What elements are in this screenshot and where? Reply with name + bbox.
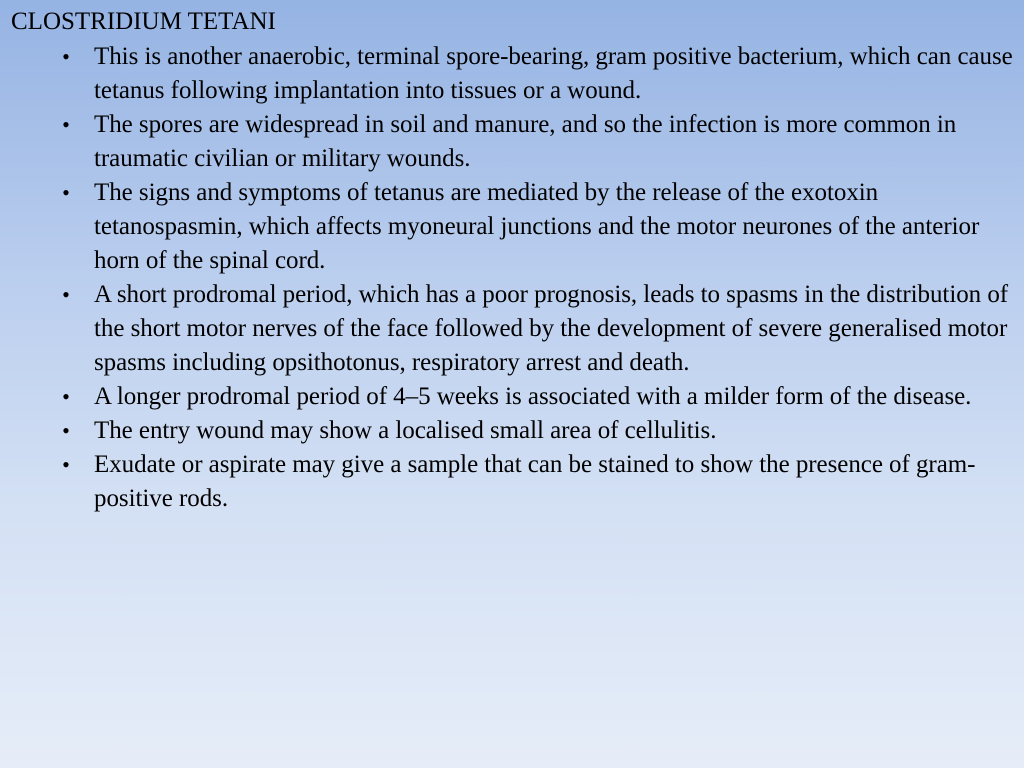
bullet-item [56,176,1018,278]
bullet-text: A short prodromal period, which has a poor prognosis, leads to spasms in the distribution of the short motor nerves of the face followed by the development of severe generalised motor spasms including opsithotonus, respiratory arrest and death. [94,281,1009,376]
bullet-dot-icon: • [62,452,70,477]
bullet-dot-icon: • [62,112,70,137]
bullet-dot-icon: • [62,384,70,409]
bullet-item [56,448,1018,516]
bullet-dot-icon: • [62,44,70,69]
bullet-text: The signs and symptoms of tetanus are mediated by the release of the exotoxin tetanospasmin, which affects myoneural junctions and the motor neurones of the anterior horn of the spinal cord. [94,179,980,274]
bullet-item [56,380,1018,414]
bullet-dot-icon: • [62,180,70,205]
bullet-text: The spores are widespread in soil and manure, and so the infection is more common in traumatic civilian or military wounds. [94,111,957,172]
bullet-text: Exudate or aspirate may give a sample that can be stained to show the presence of gram-positive rods. [94,451,976,512]
bullet-dot-icon: • [62,282,70,307]
bullet-dot-icon: • [62,418,70,443]
bullet-list [56,40,1018,516]
bullet-text: The entry wound may show a localised small area of cellulitis. [94,417,717,444]
bullet-item [56,414,1018,448]
bullet-text: A longer prodromal period of 4–5 weeks is associated with a milder form of the disease. [94,383,972,410]
bullet-item [56,108,1018,176]
bullet-item [56,40,1018,108]
bullet-text: This is another anaerobic, terminal spore-bearing, gram positive bacterium, which can cause tetanus following implantation into tissues or a wound. [94,43,1013,104]
bullet-item [56,278,1018,380]
slide-title: CLOSTRIDIUM TETANI [11,8,276,35]
